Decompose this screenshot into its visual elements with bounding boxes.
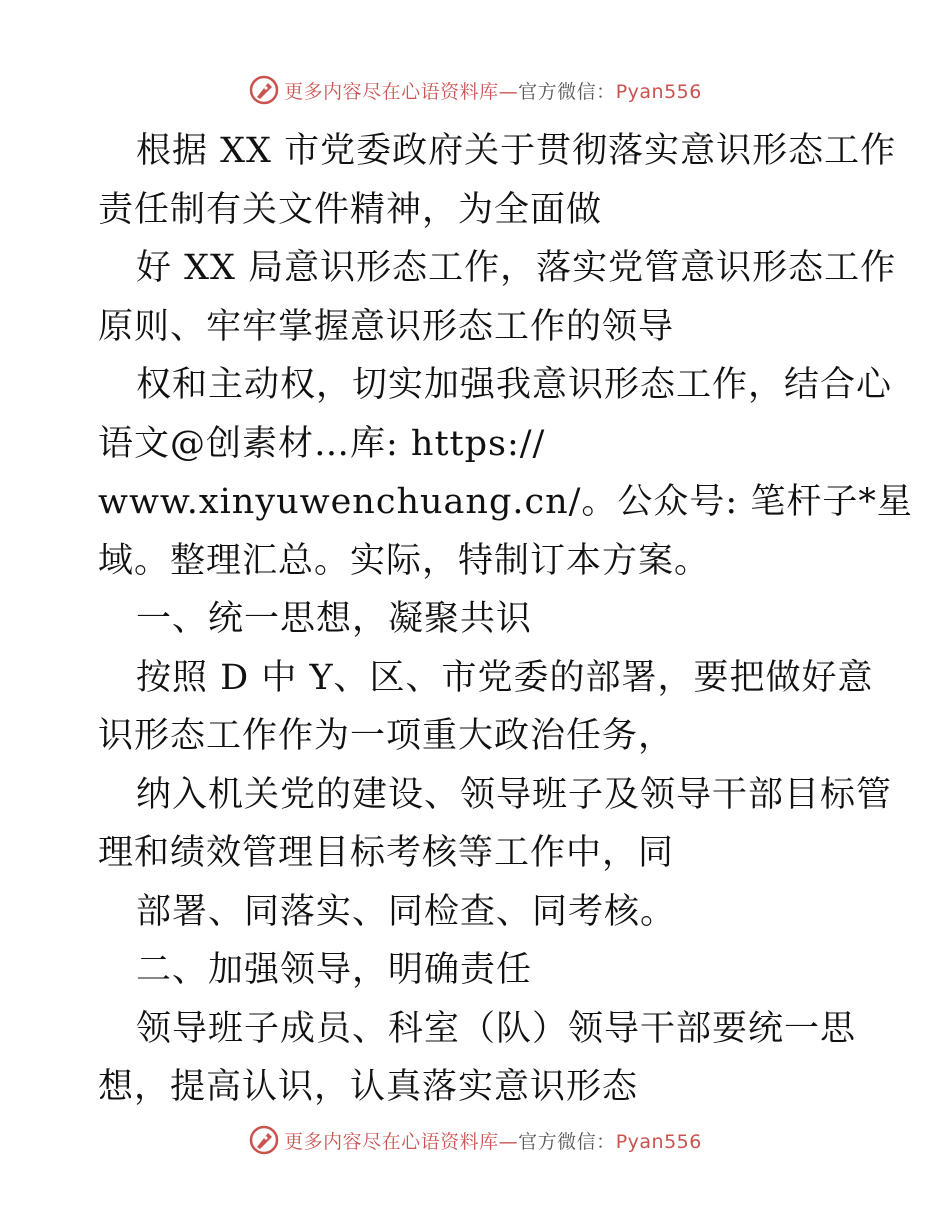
header-banner-main: 更多内容尽在心语资料库 (284, 80, 499, 103)
footer-banner-separator: — (498, 1130, 519, 1153)
document-line: 识形态工作作为一项重大政治任务， (98, 716, 675, 756)
footer-banner-wechat-id: Pyan556 (615, 1130, 702, 1153)
document-body (98, 122, 913, 1117)
document-line: 理和绩效管理目标考核等工作中，同 (98, 833, 675, 873)
document-line: 想，提高认识，认真落实意识形态 (98, 1067, 639, 1107)
document-line: 根据 XX 市党委政府关于贯彻落实意识形态工作 (136, 131, 897, 171)
document-line: 原则、牢牢掌握意识形态工作的领导 (98, 306, 675, 347)
footer-banner-label: 官方微信： (518, 1130, 616, 1153)
document-line: www.xinyuwenchuang.cn/。公众号: 笔杆子*星 (98, 482, 913, 522)
footer-banner-text (284, 1127, 702, 1154)
footer-banner-main: 更多内容尽在心语资料库 (284, 1130, 499, 1153)
document-line: 好 XX 局意识形态工作，落实党管意识形态工作 (136, 248, 897, 288)
document-line: 按照 D 中 Y、区、市党委的部署，要把做好意 (136, 657, 874, 698)
footer-banner (0, 1120, 950, 1160)
document-line: 域。整理汇总。实际，特制订本方案。 (98, 540, 711, 581)
document-line: 语文@创素材…库: https:// (98, 423, 546, 464)
header-banner-separator: — (498, 80, 519, 103)
document-line: 领导班子成员、科室（队）领导干部要统一思 (136, 1008, 857, 1049)
header-banner-text (284, 77, 702, 104)
document-line: 二、加强领导，明确责任 (136, 950, 533, 990)
document-line: 一、统一思想，凝聚共识 (136, 599, 533, 639)
document-line: 责任制有关文件精神，为全面做 (98, 189, 603, 230)
document-line: 部署、同落实、同检查、同考核。 (136, 891, 677, 932)
header-banner-label: 官方微信： (518, 80, 616, 103)
pen-nib-logo-icon (248, 1124, 280, 1156)
header-banner-wechat-id: Pyan556 (615, 80, 702, 103)
document-line: 权和主动权，切实加强我意识形态工作，结合心 (136, 365, 893, 405)
pen-nib-logo-icon (248, 74, 280, 106)
document-line: 纳入机关党的建设、领导班子及领导干部目标管 (136, 774, 893, 815)
header-banner (0, 70, 950, 110)
